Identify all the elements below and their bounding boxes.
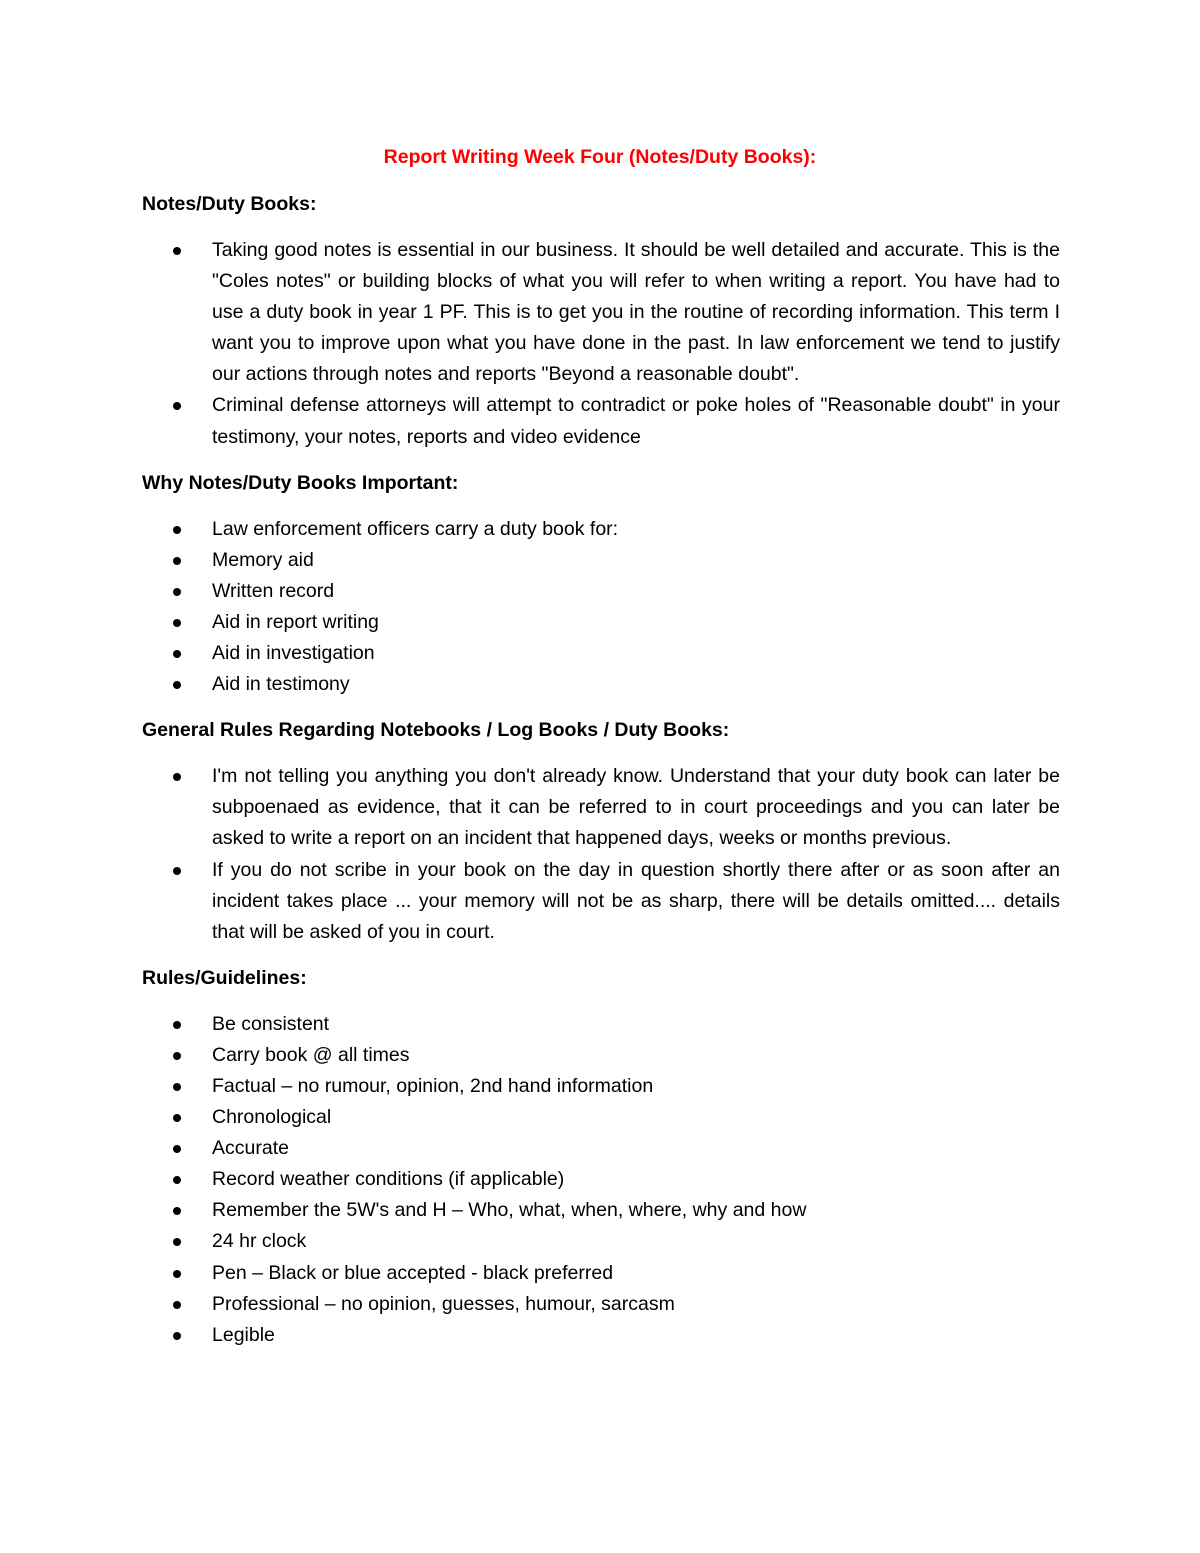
list-item: Chronological <box>142 1102 1060 1133</box>
list-item: Legible <box>142 1320 1060 1351</box>
bullet-list-why-important <box>142 514 1060 701</box>
bullet-list-rules-guidelines <box>142 1009 1060 1351</box>
list-item: If you do not scribe in your book on the day in question shortly there after or as soon after an incident takes place ... your memory will not be as sharp, there will be details omitted.... details that will be asked of you in court. <box>142 855 1060 948</box>
list-item: Memory aid <box>142 545 1060 576</box>
section-heading-rules-guidelines: Rules/Guidelines: <box>142 966 307 989</box>
bullet-icon <box>173 773 181 781</box>
bullet-icon <box>173 1207 181 1215</box>
list-item: Be consistent <box>142 1009 1060 1040</box>
bullet-icon <box>173 588 181 596</box>
list-item: Criminal defense attorneys will attempt to contradict or poke holes of "Reasonable doubt" in your testimony, your notes, reports and video evidence <box>142 390 1060 452</box>
list-item: Aid in investigation <box>142 638 1060 669</box>
list-item: Accurate <box>142 1133 1060 1164</box>
bullet-icon <box>173 402 181 410</box>
list-item: 24 hr clock <box>142 1226 1060 1257</box>
section-heading-general-rules: General Rules Regarding Notebooks / Log Books / Duty Books: <box>142 719 730 742</box>
bullet-icon <box>173 557 181 565</box>
bullet-icon <box>173 1052 181 1060</box>
bullet-icon <box>173 1176 181 1184</box>
list-item: Pen – Black or blue accepted - black preferred <box>142 1258 1060 1289</box>
bullet-icon <box>173 1021 181 1029</box>
list-item: Factual – no rumour, opinion, 2nd hand information <box>142 1071 1060 1102</box>
bullet-icon <box>173 619 181 627</box>
list-item: Aid in testimony <box>142 669 1060 700</box>
bullet-icon <box>173 526 181 534</box>
bullet-icon <box>173 1114 181 1122</box>
bullet-icon <box>173 867 181 875</box>
list-item: Written record <box>142 576 1060 607</box>
bullet-icon <box>173 681 181 689</box>
list-item: I'm not telling you anything you don't already know. Understand that your duty book can later be subpoenaed as evidence, that it can be referred to in court proceedings and you can later be asked to write a report on an incident that happened days, weeks or months previous. <box>142 761 1060 854</box>
document-body <box>142 189 1060 1366</box>
bullet-icon <box>173 1083 181 1091</box>
bullet-list-general-rules <box>142 761 1060 948</box>
bullet-icon <box>173 1145 181 1153</box>
bullet-icon <box>173 1270 181 1278</box>
document-title: Report Writing Week Four (Notes/Duty Books): <box>383 146 817 168</box>
list-item: Remember the 5W's and H – Who, what, when, where, why and how <box>142 1195 1060 1226</box>
bullet-icon <box>173 650 181 658</box>
list-item: Aid in report writing <box>142 607 1060 638</box>
list-item: Carry book @ all times <box>142 1040 1060 1071</box>
list-item: Professional – no opinion, guesses, humour, sarcasm <box>142 1289 1060 1320</box>
list-item: Law enforcement officers carry a duty book for: <box>142 514 1060 545</box>
bullet-icon <box>173 247 181 255</box>
list-item: Taking good notes is essential in our business. It should be well detailed and accurate. This is the "Coles notes" or building blocks of what you will refer to when writing a report. You have had to use a duty book in year 1 PF. This is to get you in the routine of recording information. This term I want you to improve upon what you have done in the past. In law enforcement we tend to justify our actions through notes and reports "Beyond a reasonable doubt". <box>142 235 1060 390</box>
bullet-list-notes-duty-books <box>142 235 1060 453</box>
list-item: Record weather conditions (if applicable) <box>142 1164 1060 1195</box>
section-heading-notes-duty-books: Notes/Duty Books: <box>142 193 317 215</box>
bullet-icon <box>173 1238 181 1246</box>
section-heading-why-important: Why Notes/Duty Books Important: <box>142 471 459 494</box>
bullet-icon <box>173 1332 181 1340</box>
bullet-icon <box>173 1301 181 1309</box>
